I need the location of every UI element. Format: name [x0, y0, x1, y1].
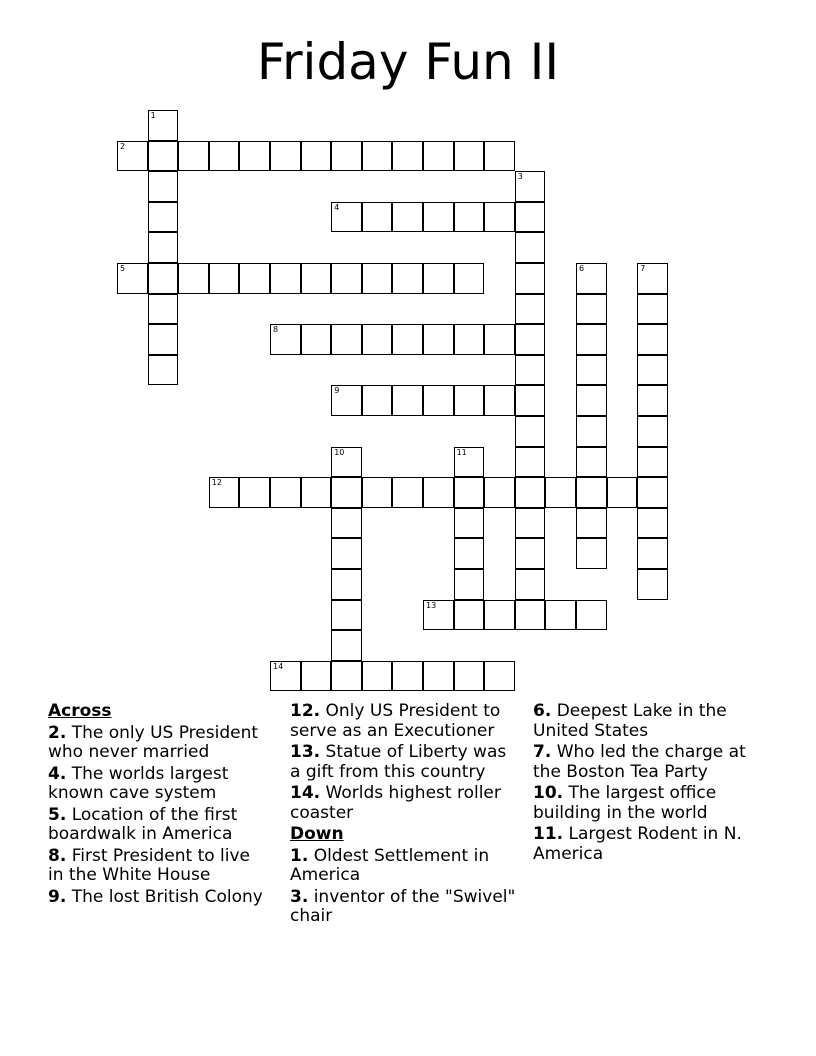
grid-cell[interactable]: [454, 661, 485, 692]
clue-number: 2: [120, 141, 126, 151]
grid-cell[interactable]: [423, 263, 454, 294]
grid-cell[interactable]: [515, 263, 546, 294]
grid-cell[interactable]: [423, 385, 454, 416]
grid-cell[interactable]: [270, 477, 301, 508]
grid-cell[interactable]: [454, 324, 485, 355]
grid-cell[interactable]: [576, 294, 607, 325]
grid-cell[interactable]: [637, 538, 668, 569]
grid-cell[interactable]: [362, 661, 393, 692]
clue-across-8[interactable]: 8. First President to live in the White House: [48, 845, 251, 885]
grid-cell[interactable]: [607, 477, 638, 508]
grid-cell[interactable]: [270, 141, 301, 172]
grid-cell[interactable]: [637, 263, 668, 294]
grid-cell[interactable]: [576, 508, 607, 539]
grid-cell[interactable]: [515, 202, 546, 233]
grid-cell[interactable]: [515, 355, 546, 386]
grid-cell[interactable]: [454, 263, 485, 294]
grid-cell[interactable]: [392, 477, 423, 508]
grid-cell[interactable]: [148, 355, 179, 386]
grid-cell[interactable]: [515, 294, 546, 325]
grid-cell[interactable]: [178, 141, 209, 172]
grid-cell[interactable]: [423, 477, 454, 508]
grid-cell[interactable]: [576, 447, 607, 478]
clue-down-7[interactable]: 7. Who led the charge at the Boston Tea Party: [533, 742, 746, 782]
grid-cell[interactable]: [515, 447, 546, 478]
grid-cell[interactable]: [209, 141, 240, 172]
grid-cell[interactable]: [515, 600, 546, 631]
grid-cell[interactable]: [423, 324, 454, 355]
clue-number: 6: [579, 264, 585, 273]
grid-cell[interactable]: [362, 263, 393, 294]
grid-cell[interactable]: [362, 141, 393, 172]
clue-down-1[interactable]: 1. Oldest Settlement in America: [290, 845, 490, 885]
clue-number: 11: [456, 447, 467, 457]
grid-cell[interactable]: [392, 202, 423, 233]
grid-cell[interactable]: [454, 385, 485, 416]
grid-cell[interactable]: [148, 263, 179, 294]
grid-cell[interactable]: [454, 141, 485, 172]
grid-cell[interactable]: [148, 171, 179, 202]
clue-across-13[interactable]: 13. Statue of Liberty was a gift from this country: [290, 742, 507, 782]
grid-cell[interactable]: [392, 661, 423, 692]
grid-cell[interactable]: [515, 477, 546, 508]
grid-cell[interactable]: [454, 538, 485, 569]
grid-cell[interactable]: [484, 600, 515, 631]
grid-cell[interactable]: [576, 263, 607, 294]
grid-cell[interactable]: [331, 600, 362, 631]
grid-cell[interactable]: [423, 202, 454, 233]
clue-number: 7: [640, 264, 646, 273]
grid-cell[interactable]: [576, 538, 607, 569]
grid-cell[interactable]: [239, 263, 270, 294]
grid-cell[interactable]: [331, 385, 362, 416]
down-heading: Down: [290, 824, 344, 844]
grid-cell[interactable]: [637, 569, 668, 600]
grid-cell[interactable]: [209, 263, 240, 294]
grid-cell[interactable]: [637, 508, 668, 539]
grid-cell[interactable]: [331, 661, 362, 692]
grid-cell[interactable]: [484, 324, 515, 355]
grid-cell[interactable]: [515, 508, 546, 539]
grid-cell[interactable]: [454, 569, 485, 600]
grid-cell[interactable]: [239, 141, 270, 172]
grid-cell[interactable]: [454, 508, 485, 539]
grid-cell[interactable]: [362, 385, 393, 416]
grid-cell[interactable]: [362, 324, 393, 355]
grid-cell[interactable]: [331, 538, 362, 569]
grid-cell[interactable]: [515, 232, 546, 263]
grid-cell[interactable]: [423, 661, 454, 692]
grid-cell[interactable]: [484, 477, 515, 508]
grid-cell[interactable]: [301, 324, 332, 355]
clue-number: 14: [273, 661, 284, 671]
grid-cell[interactable]: [423, 600, 454, 631]
grid-cell[interactable]: [117, 263, 148, 294]
clue-column-1: [48, 702, 270, 909]
grid-cell[interactable]: [576, 355, 607, 386]
clue-number: 4: [334, 202, 340, 212]
grid-cell[interactable]: [484, 202, 515, 233]
grid-cell[interactable]: [148, 324, 179, 355]
grid-cell[interactable]: [331, 324, 362, 355]
grid-cell[interactable]: [270, 324, 301, 355]
grid-cell[interactable]: [331, 477, 362, 508]
grid-cell[interactable]: [454, 600, 485, 631]
clue-number: 5: [120, 264, 126, 273]
grid-cell[interactable]: [301, 263, 332, 294]
grid-cell[interactable]: [576, 416, 607, 447]
grid-cell[interactable]: [331, 630, 362, 661]
clue-across-14[interactable]: 14. Worlds highest roller coaster: [290, 783, 501, 823]
page-title: Friday Fun II: [256, 33, 560, 91]
grid-cell[interactable]: [270, 661, 301, 692]
grid-cell[interactable]: [362, 202, 393, 233]
grid-cell[interactable]: [331, 508, 362, 539]
clue-down-3[interactable]: 3. inventor of the "Swivel" chair: [290, 886, 516, 926]
grid-cell[interactable]: [545, 600, 576, 631]
clue-number: 3: [517, 172, 523, 182]
grid-cell[interactable]: [301, 477, 332, 508]
grid-cell[interactable]: [637, 294, 668, 325]
grid-cell[interactable]: [637, 447, 668, 478]
clue-number: 10: [334, 447, 345, 457]
grid-cell[interactable]: [576, 477, 607, 508]
grid-cell[interactable]: [515, 171, 546, 202]
grid-cell[interactable]: [148, 141, 179, 172]
grid-cell[interactable]: [454, 447, 485, 478]
grid-cell[interactable]: [148, 110, 179, 141]
grid-cell[interactable]: [515, 324, 546, 355]
grid-cell[interactable]: [392, 141, 423, 172]
clue-number: 1: [150, 111, 156, 120]
clue-across-9[interactable]: 9. The lost British Colony: [48, 886, 263, 907]
clue-across-5[interactable]: 5. Location of the first boardwalk in America: [48, 804, 238, 844]
grid-cell[interactable]: [331, 447, 362, 478]
clue-across-12[interactable]: 12. Only US President to serve as an Executioner: [290, 701, 501, 741]
grid-cell[interactable]: [148, 202, 179, 233]
clue-number: 9: [334, 386, 340, 396]
grid-cell[interactable]: [454, 477, 485, 508]
grid-cell[interactable]: [209, 477, 240, 508]
grid-cell[interactable]: [545, 477, 576, 508]
grid-cell[interactable]: [148, 232, 179, 263]
grid-cell[interactable]: [576, 600, 607, 631]
clue-column-2: [290, 702, 518, 929]
grid-cell[interactable]: [637, 324, 668, 355]
grid-cell[interactable]: [515, 385, 546, 416]
grid-cell[interactable]: [484, 661, 515, 692]
grid-cell[interactable]: [117, 141, 148, 172]
grid-cell[interactable]: [362, 477, 393, 508]
clue-number: 8: [273, 325, 279, 335]
grid-cell[interactable]: [515, 416, 546, 447]
grid-cell[interactable]: [331, 569, 362, 600]
grid-cell[interactable]: [423, 141, 454, 172]
grid-cell[interactable]: [331, 263, 362, 294]
clue-across-2[interactable]: 2. The only US President who never married: [48, 722, 259, 762]
grid-cell[interactable]: [637, 416, 668, 447]
clue-number: 12: [211, 478, 222, 488]
grid-cell[interactable]: [637, 355, 668, 386]
grid-cell[interactable]: [454, 202, 485, 233]
grid-cell[interactable]: [270, 263, 301, 294]
across-heading: Across: [48, 701, 112, 721]
grid-cell[interactable]: [515, 538, 546, 569]
grid-cell[interactable]: [331, 202, 362, 233]
clue-down-6[interactable]: 6. Deepest Lake in the United States: [533, 701, 727, 741]
clue-down-10[interactable]: 10. The largest office building in the world: [533, 783, 717, 823]
grid-cell[interactable]: [392, 263, 423, 294]
grid-cell[interactable]: [392, 385, 423, 416]
grid-cell[interactable]: [178, 263, 209, 294]
grid-cell[interactable]: [576, 324, 607, 355]
clue-down-11[interactable]: 11. Largest Rodent in N. America: [533, 824, 742, 864]
clue-across-4[interactable]: 4. The worlds largest known cave system: [48, 763, 229, 803]
grid-cell[interactable]: [515, 569, 546, 600]
grid-cell[interactable]: [637, 385, 668, 416]
clue-number: 13: [426, 600, 437, 610]
grid-cell[interactable]: [484, 385, 515, 416]
grid-cell[interactable]: [637, 477, 668, 508]
grid-cell[interactable]: [484, 141, 515, 172]
grid-cell[interactable]: [392, 324, 423, 355]
grid-cell[interactable]: [331, 141, 362, 172]
grid-cell[interactable]: [576, 385, 607, 416]
grid-cell[interactable]: [239, 477, 270, 508]
grid-cell[interactable]: [301, 141, 332, 172]
grid-cell[interactable]: [148, 294, 179, 325]
grid-cell[interactable]: [301, 661, 332, 692]
clue-column-3: [533, 702, 769, 866]
